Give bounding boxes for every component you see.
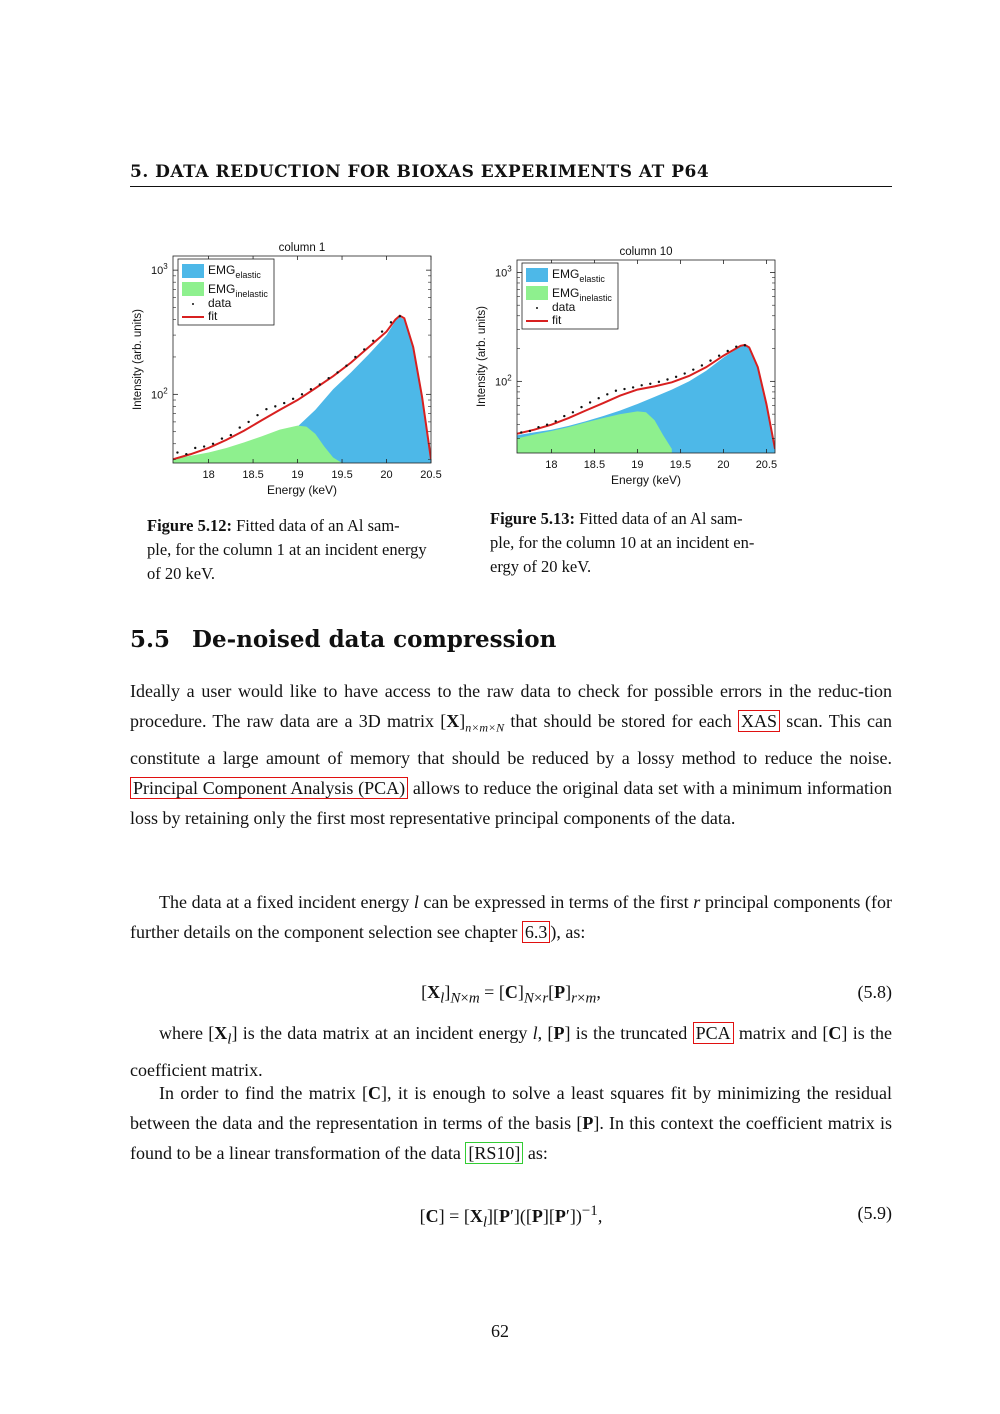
y-tick-label: $10^2$: [151, 386, 168, 402]
data-point: [529, 430, 531, 432]
equation-number: (5.9): [857, 1203, 892, 1223]
y-tick-exponent: 3: [507, 264, 512, 274]
data-point: [727, 350, 729, 352]
legend-label: $EMG_{inelastic}$: [552, 286, 612, 303]
data-point: [239, 426, 241, 428]
equation-body: $[C] = [X_l][P']([P][P'])^{-1}$,: [419, 1203, 603, 1231]
figure-5-12: [128, 234, 458, 504]
data-point: [372, 340, 374, 342]
data-point: [572, 411, 574, 413]
caption-line: ple, for the column 1 at an incident energy: [147, 540, 427, 559]
data-point: [203, 445, 205, 447]
legend-swatch-inelastic: [526, 286, 548, 300]
legend-label: data: [208, 296, 232, 310]
data-point: [194, 447, 196, 449]
text: can be expressed in terms of the first: [418, 892, 694, 912]
data-point: [632, 386, 634, 388]
legend-swatch-inelastic: [182, 282, 204, 296]
data-point: [692, 368, 694, 370]
data-point: [563, 415, 565, 417]
x-tick-label: 18.5: [583, 459, 606, 471]
y-tick-exponent: 2: [507, 373, 512, 383]
data-point: [256, 414, 258, 416]
data-point: [598, 397, 600, 399]
data-point: [310, 388, 312, 390]
text: , [: [537, 1023, 554, 1043]
math-dims: n×m×N: [465, 720, 505, 735]
data-point: [336, 371, 338, 373]
data-point: [381, 330, 383, 332]
paragraph-2: [130, 887, 892, 947]
figure-5-12-caption: [147, 514, 457, 586]
legend-subscript: elastic: [235, 270, 261, 280]
data-point: [212, 443, 214, 445]
data-point: [735, 346, 737, 348]
figure-5-12-label: Figure 5.12:: [147, 516, 232, 535]
y-tick-label: $10^3$: [151, 262, 168, 278]
text: ] is the data matrix at an incident energy: [231, 1023, 533, 1043]
x-tick-label: 19.5: [331, 469, 353, 481]
page-number: 62: [491, 1321, 509, 1341]
y-axis-label: Intensity (arb. units): [132, 309, 144, 410]
x-tick-label: 20.5: [755, 459, 778, 471]
data-point: [390, 321, 392, 323]
data-point: [589, 401, 591, 403]
data-point: [580, 406, 582, 408]
legend-subscript: inelastic: [235, 289, 268, 299]
text: In order to find the matrix [: [159, 1083, 369, 1103]
data-point: [744, 344, 746, 346]
data-point: [292, 398, 294, 400]
legend-label: $EMG_{elastic}$: [552, 267, 605, 284]
caption-line: ergy of 20 keV.: [490, 557, 592, 576]
x-tick-label: 18.5: [242, 469, 264, 481]
text: ] is the truncated: [564, 1023, 693, 1043]
data-point: [345, 365, 347, 367]
legend-label: fit: [552, 313, 562, 327]
x-tick-label: 18: [202, 469, 215, 481]
x-tick-label: 19.5: [669, 459, 692, 471]
math-r: r: [693, 892, 701, 912]
text: ), as:: [550, 922, 586, 943]
chart-column-1: [128, 234, 458, 504]
data-point: [555, 420, 557, 422]
citation-link[interactable]: [RS10]: [465, 1142, 523, 1164]
data-point: [274, 405, 276, 407]
acronym-link-pca-full[interactable]: Principal Component Analysis (PCA): [130, 777, 408, 799]
data-point: [319, 383, 321, 385]
acronym-link-pca[interactable]: PCA: [693, 1022, 734, 1044]
paragraph-3: where $[X_l]$ is the data matrix at an incident energy l, [P] is the truncated PCA matrix and [C] is the coefficient matrix.: [130, 1023, 892, 1080]
math-l: l: [413, 892, 419, 912]
y-tick-label: $10^3$: [495, 264, 512, 280]
data-point: [666, 378, 668, 380]
text: matrix and [: [733, 1023, 829, 1043]
x-axis-label: Energy (keV): [266, 483, 338, 497]
text: ]. In this context the coefficient matrix is found to be a linear transformation of the data: [130, 1113, 892, 1164]
legend-label: data: [552, 300, 576, 314]
text: scan. This can constitute a large amount of memory that should be reduced by a lossy method to reduce the noise.: [130, 711, 893, 768]
y-tick-exponent: 2: [163, 386, 168, 396]
data-point: [221, 437, 223, 439]
text: allows to reduce the original data set with a minimum information loss by retaining only the first most representative principal components of the data.: [130, 778, 893, 829]
equation-body: $[X_l]_{N\times m} = [C]_{N\times r}[P]_{r\times m}$,: [421, 982, 601, 1007]
caption-line: ple, for the column 10 at an incident en-: [490, 533, 755, 552]
text: The data at a fixed incident energy: [159, 892, 414, 912]
data-point: [658, 381, 660, 383]
data-point: [718, 354, 720, 356]
text: where [: [159, 1023, 215, 1043]
data-point: [649, 383, 651, 385]
data-point: [283, 402, 285, 404]
data-point: [265, 408, 267, 410]
acronym-link-xas[interactable]: XAS: [738, 710, 780, 732]
figure-5-13-label: Figure 5.13:: [490, 509, 575, 528]
chart-title: column 1: [278, 242, 326, 254]
caption-line: Fitted data of an Al sam-: [236, 516, 400, 535]
paragraph-4: In order to find the matrix [C], it is enough to solve a least squares fit by minimizing the residual between the data and the representation in terms of the basis [P]. In this context the coefficient matrix is found to be a linear transformation of the data [RS10] as:: [130, 1083, 892, 1164]
y-tick-label: $10^2$: [495, 373, 512, 389]
x-tick-label: 20.5: [420, 469, 442, 481]
legend-swatch-data: [192, 303, 194, 305]
legend-subscript: elastic: [579, 274, 605, 284]
paragraph-1: Ideally a user would like to have access to the raw data to check for possible errors in the reduc-tion procedure. The raw data are a 3D matrix $[X]_{n\times m\times N}$ that should be stored for each XAS scan. This can constitute a large amount of memory that should be reduced by a lossy method to reduce the noise. Principal Component Analysis (PCA) allows to reduce the original data set with a minimum information loss by retaining only the first most representative principal components of the data.: [130, 681, 893, 829]
text: ] is the coefficient matrix.: [130, 1023, 892, 1080]
x-tick-label: 20: [380, 469, 393, 481]
data-point: [537, 426, 539, 428]
data-point: [301, 393, 303, 395]
data-point: [247, 421, 249, 423]
data-point: [546, 424, 548, 426]
equation-number: (5.8): [857, 982, 892, 1002]
data-point: [327, 377, 329, 379]
legend-label: $EMG_{inelastic}$: [208, 282, 268, 299]
legend-swatch-elastic: [526, 268, 548, 282]
caption-line: Fitted data of an Al sam-: [579, 509, 743, 528]
chapter-link[interactable]: 6.3: [522, 921, 551, 943]
text: that should be stored for each: [504, 711, 739, 732]
legend-label: $EMG_{elastic}$: [208, 263, 261, 280]
caption-line: of 20 keV.: [147, 564, 215, 583]
running-head: 5. DATA REDUCTION FOR BIOXAS EXPERIMENTS AT P64: [130, 162, 892, 187]
x-tick-label: 19: [631, 459, 644, 471]
math-X: X: [446, 711, 460, 732]
figure-5-13: [472, 238, 802, 498]
y-tick-exponent: 3: [163, 262, 168, 272]
data-point: [606, 393, 608, 395]
data-point: [623, 388, 625, 390]
chart-title: column 10: [619, 246, 673, 258]
x-tick-label: 19: [291, 469, 304, 481]
x-tick-label: 18: [545, 459, 558, 471]
text: Ideally a user would like to have access to the raw data to check for possible errors in the reduc-tion procedure. The raw data are a 3D matrix [: [130, 681, 892, 732]
plot-area: [517, 344, 775, 453]
data-point: [675, 376, 677, 378]
text: ], it is enough to solve a least squares fit by minimizing the residual between the data and the representation in terms of the basis [: [130, 1083, 892, 1134]
legend-label: fit: [208, 309, 218, 323]
legend-subscript: inelastic: [579, 293, 612, 303]
data-point: [399, 315, 401, 317]
text: as:: [523, 1143, 548, 1164]
text: principal components (for further details on the component selection see chapter: [130, 892, 892, 943]
data-point: [615, 390, 617, 392]
legend-swatch-elastic: [182, 264, 204, 278]
data-point: [520, 431, 522, 433]
data-point: [185, 453, 187, 455]
data-point: [230, 434, 232, 436]
data-point: [684, 372, 686, 374]
section-number: 5.5: [130, 626, 171, 653]
x-axis-label: Energy (keV): [610, 473, 682, 487]
y-axis-label: Intensity (arb. units): [476, 306, 488, 407]
chart-column-10: [472, 238, 802, 498]
data-point: [363, 348, 365, 350]
plot-area: [173, 315, 431, 463]
data-point: [354, 356, 356, 358]
section-heading: [130, 626, 556, 653]
data-point: [641, 384, 643, 386]
figure-5-13-caption: [490, 507, 800, 579]
section-title: De-noised data compression: [192, 626, 557, 653]
x-tick-label: 20: [717, 459, 730, 471]
legend-swatch-data: [536, 307, 538, 309]
data-point: [701, 364, 703, 366]
data-point: [709, 359, 711, 361]
data-point: [176, 451, 178, 453]
